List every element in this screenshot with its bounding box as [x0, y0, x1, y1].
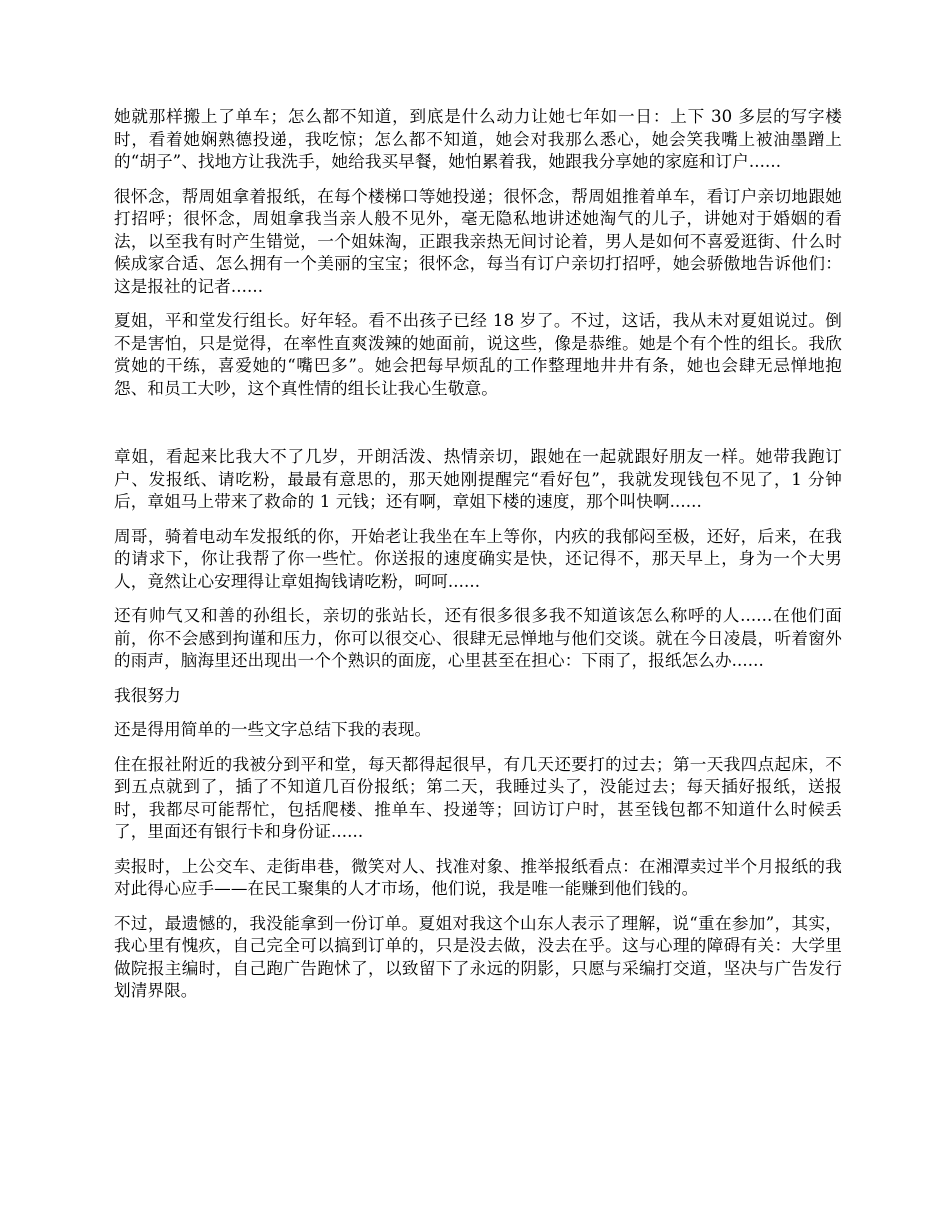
- blank-spacer: [114, 412, 842, 446]
- paragraph-9: 卖报时，上公交车、走街串巷，微笑对人、找准对象、推举报纸看点：在湘潭卖过半个月报纸的我对此得心应手——在民工聚集的人才市场，他们说，我是唯一能赚到他们钱的。: [114, 856, 842, 898]
- paragraph-4: 章姐，看起来比我大不了几岁，开朗活泼、热情亲切，跟她在一起就跟好朋友一样。她带我跑订户、发报纸、请吃粉，最最有意思的，那天她刚提醒完“看好包”，我就发现钱包不见了，1 分钟后，章姐马上带来了救命的 1 元钱；还有啊，章姐下楼的速度，那个叫快啊......: [114, 447, 842, 511]
- document-body: [114, 106, 842, 1015]
- section-heading: 我很努力: [114, 685, 181, 705]
- paragraph-3: 夏姐，平和堂发行组长。好年轻。看不出孩子已经 18 岁了。不过，这话，我从未对夏姐说过。倒不是害怕，只是觉得，在率性直爽泼辣的她面前，说这些，像是恭维。她是个有个性的组长。我欣赏她的干练，喜爱她的“嘴巴多”。她会把每早烦乱的工作整理地井井有条，她也会肆无忌惮地抱怨、和员工大吵，这个真性情的组长让我心生敬意。: [114, 311, 842, 398]
- paragraph-8: 住在报社附近的我被分到平和堂，每天都得起很早，有几天还要打的过去；第一天我四点起床，不到五点就到了，插了不知道几百份报纸；第二天，我睡过头了，没能过去；每天插好报纸，送报时，我都尽可能帮忙，包括爬楼、推单车、投递等；回访订户时，甚至钱包都不知道什么时候丢了，里面还有银行卡和身份证......: [114, 754, 842, 841]
- paragraph-1: 她就那样搬上了单车；怎么都不知道，到底是什么动力让她七年如一日：上下 30 多层的写字楼时，看着她娴熟德投递，我吃惊；怎么都不知道，她会对我那么悉心，她会笑我嘴上被油墨蹭上的“胡子”、找地方让我洗手，她给我买早餐，她怕累着我，她跟我分享她的家庭和订户......: [114, 107, 842, 171]
- paragraph-7: 还是得用简单的一些文字总结下我的表现。: [114, 720, 432, 739]
- paragraph-10: 不过，最遗憾的，我没能拿到一份订单。夏姐对我这个山东人表示了理解，说“重在参加”，其实，我心里有愧疚，自己完全可以搞到订单的，只是没去做，没去在乎。这与心理的障碍有关：大学里做院报主编时，自己跑广告跑怵了，以致留下了永远的阴影，只愿与采编打交道，坚决与广告发行划清界限。: [114, 913, 842, 1000]
- paragraph-5: 周哥，骑着电动车发报纸的你，开始老让我坐在车上等你，内疚的我郁闷至极，还好，后来，在我的请求下，你让我帮了你一些忙。你送报的速度确实是快，还记得不，那天早上，身为一个大男人，竟然让心安理得让章姐掏钱请吃粉，呵呵......: [114, 526, 842, 591]
- paragraph-2: 很怀念，帮周姐拿着报纸，在每个楼梯口等她投递；很怀念，帮周姐推着单车，看订户亲切地跟她打招呼；很怀念，周姐拿我当亲人般不见外，毫无隐私地讲述她淘气的儿子，讲她对于婚姻的看法，以至我有时产生错觉，一个姐妹淘，正跟我亲热无间讨论着，男人是如何不喜爱逛街、什么时候成家合适、怎么拥有一个美丽的宝宝；很怀念，每当有订户亲切打招呼，她会骄傲地告诉他们：这是报社的记者......: [114, 186, 842, 296]
- paragraph-6: 还有帅气又和善的孙组长，亲切的张站长，还有很多很多我不知道该怎么称呼的人......在他们面前，你不会感到拘谨和压力，你可以很交心、很肆无忌惮地与他们交谈。就在今日凌晨，听着窗外的雨声，脑海里还出现出一个个熟识的面庞，心里甚至在担心：下雨了，报纸怎么办......: [114, 606, 842, 670]
